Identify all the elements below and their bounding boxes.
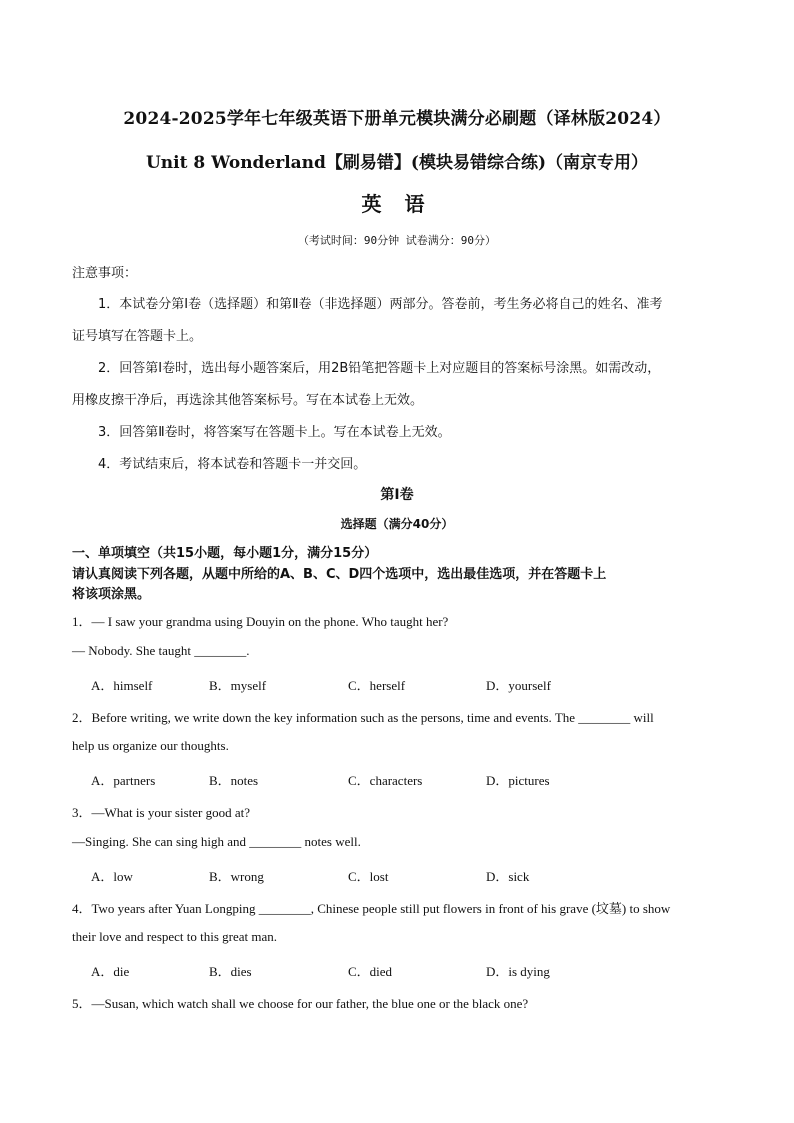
part1-heading: 第Ⅰ卷: [380, 487, 414, 503]
note-item-2-cont: 用橡皮擦干净后，再选涂其他答案标号。写在本试卷上无效。: [72, 393, 424, 408]
question-1-option-d: D．yourself: [486, 678, 551, 693]
question-1-option-c: C．herself: [348, 678, 406, 693]
question-4-stem: 4．Two years after Yuan Longping ________, Chinese people still put flowers in front of his grave (坟墓) to show: [72, 901, 671, 916]
question-3-option-a: A．low: [91, 869, 133, 884]
question-4-option-b: B．dies: [209, 964, 252, 979]
question-1-answer-line: — Nobody. She taught ________.: [72, 643, 250, 658]
section-instruction: 请认真阅读下列各题，从题中所给的A、B、C、D四个选项中，选出最佳选项，并在答题卡上: [72, 567, 607, 582]
note-item-1-cont: 证号填写在答题卡上。: [72, 329, 203, 344]
question-3-option-b: B．wrong: [209, 869, 264, 884]
exam-title: 2024-2025学年七年级英语下册单元模块满分必刷题（译林版2024）: [123, 109, 671, 129]
question-2-option-c: C．characters: [348, 773, 423, 788]
question-4-option-a: A．die: [91, 964, 130, 979]
question-4-option-c: C．died: [348, 964, 393, 979]
question-3-option-d: D．sick: [486, 869, 530, 884]
note-item-4: 4．考试结束后，将本试卷和答题卡一并交回。: [98, 457, 367, 472]
exam-info: （考试时间：90分钟 试卷满分：90分）: [297, 234, 497, 247]
note-item-1: 1．本试卷分第Ⅰ卷（选择题）和第Ⅱ卷（非选择题）两部分。答卷前，考生务必将自己的姓名、准考: [98, 297, 663, 312]
note-item-2: 2．回答第Ⅰ卷时，选出每小题答案后，用2B铅笔把答题卡上对应题目的答案标号涂黑。如需改动，: [98, 361, 661, 376]
notes-heading: 注意事项：: [72, 266, 138, 281]
question-1-option-b: B．myself: [209, 678, 267, 693]
question-1-option-a: A．himself: [91, 678, 153, 693]
question-5-stem: 5．—Susan, which watch shall we choose for our father, the blue one or the black one?: [72, 996, 529, 1011]
question-2-option-b: B．notes: [209, 773, 259, 788]
question-2-stem-cont: help us organize our thoughts.: [72, 738, 229, 753]
section-instruction-cont: 将该项涂黑。: [72, 587, 151, 602]
question-4-option-d: D．is dying: [486, 964, 550, 979]
subject-title: 英 语: [361, 192, 433, 216]
question-4-stem-cont: their love and respect to this great man.: [72, 929, 278, 944]
section-title: 一、单项填空（共15小题，每小题1分，满分15分）: [72, 546, 378, 561]
question-2-option-d: D．pictures: [486, 773, 550, 788]
question-3-answer-line: —Singing. She can sing high and ________ notes well.: [72, 834, 361, 849]
question-3-option-c: C．lost: [348, 869, 389, 884]
question-1-stem: 1．— I saw your grandma using Douyin on the phone. Who taught her?: [72, 614, 449, 629]
question-2-stem: 2．Before writing, we write down the key information such as the persons, time and events. The ________ will: [72, 710, 654, 725]
question-3-stem: 3．—What is your sister good at?: [72, 805, 250, 820]
note-item-3: 3．回答第Ⅱ卷时，将答案写在答题卡上。写在本试卷上无效。: [98, 425, 451, 440]
unit-subtitle: Unit 8 Wonderland【刷易错】(模块易错综合练)（南京专用）: [145, 153, 649, 173]
part1-subheading: 选择题（满分40分）: [340, 517, 454, 531]
question-2-option-a: A．partners: [91, 773, 156, 788]
